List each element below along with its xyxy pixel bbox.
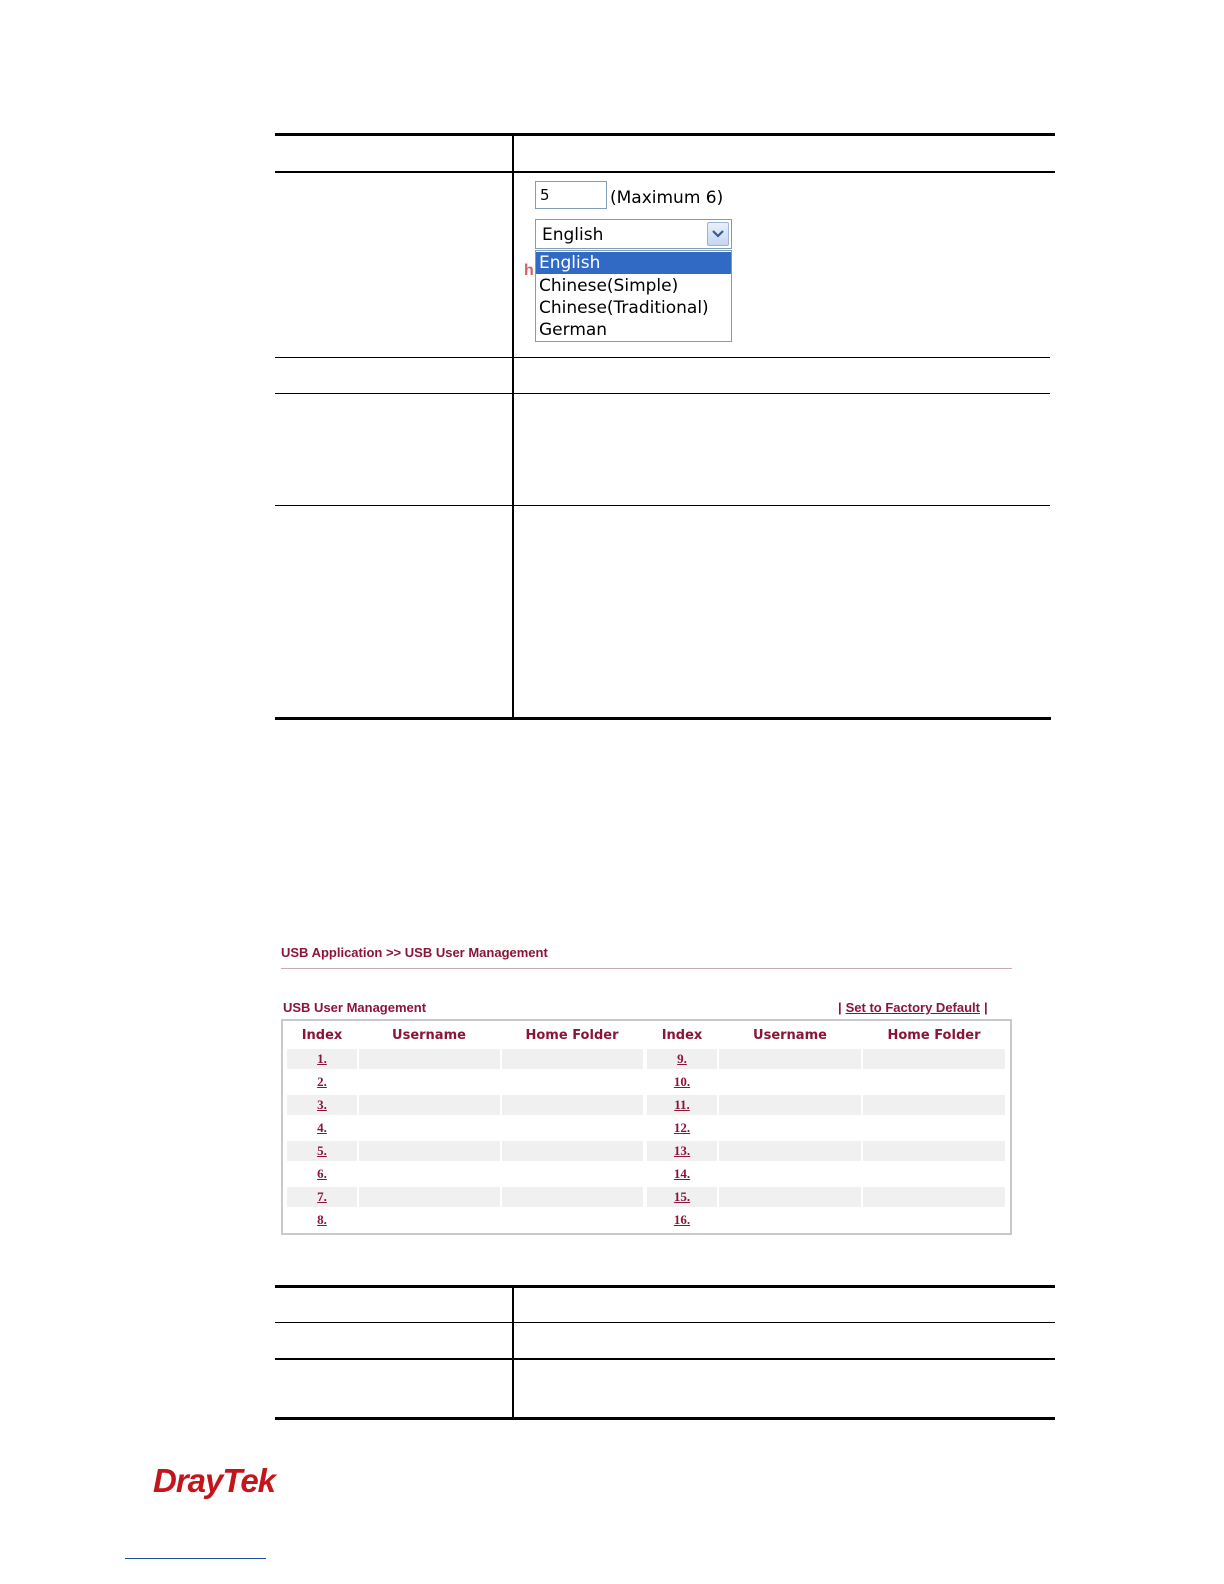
separator-left: | xyxy=(838,1000,842,1015)
breadcrumb: USB Application >> USB User Management xyxy=(281,945,548,960)
header-username: Username xyxy=(392,1028,466,1043)
separator-right: | xyxy=(984,1000,988,1015)
user-index-link-16[interactable]: 16. xyxy=(673,1212,691,1227)
user-index-link-6[interactable]: 6. xyxy=(317,1166,327,1181)
maximum-note: (Maximum 6) xyxy=(610,188,724,208)
language-option-english[interactable]: English xyxy=(536,252,731,274)
usb-user-table xyxy=(281,1019,1012,1235)
user-index-link-11[interactable]: 11. xyxy=(674,1097,690,1112)
table1-bottom-rule xyxy=(275,717,1051,720)
user-index-link-1[interactable]: 1. xyxy=(317,1051,327,1066)
max-count-input[interactable] xyxy=(535,181,607,209)
user-index-link-14[interactable]: 14. xyxy=(673,1166,691,1181)
user-index-link-5[interactable]: 5. xyxy=(317,1143,327,1158)
user-index-link-10[interactable]: 10. xyxy=(673,1074,691,1089)
header-home-folder: Home Folder xyxy=(887,1028,981,1043)
table1-row-rule xyxy=(275,357,1050,358)
draytek-logo: DrayTek xyxy=(153,1462,276,1499)
table1-row-rule xyxy=(275,393,1050,394)
language-dropdown-list xyxy=(535,250,732,342)
user-index-link-15[interactable]: 15. xyxy=(673,1189,691,1204)
user-index-link-13[interactable]: 13. xyxy=(673,1143,691,1158)
language-option-german[interactable]: German xyxy=(539,320,608,340)
language-option-chinese-traditional[interactable]: Chinese(Traditional) xyxy=(539,298,709,318)
table1-top-rule xyxy=(275,133,1055,136)
partially-hidden-text: h xyxy=(524,262,534,279)
header-username: Username xyxy=(753,1028,827,1043)
user-index-link-7[interactable]: 7. xyxy=(317,1189,327,1204)
table1-header-rule xyxy=(275,171,1055,173)
user-index-link-8[interactable]: 8. xyxy=(317,1212,327,1227)
table1-row-rule xyxy=(275,505,1050,506)
user-index-link-12[interactable]: 12. xyxy=(673,1120,691,1135)
user-index-link-2[interactable]: 2. xyxy=(317,1074,327,1089)
panel-title: USB User Management xyxy=(283,1000,427,1015)
user-index-link-4[interactable]: 4. xyxy=(317,1120,327,1135)
header-index: Index xyxy=(301,1028,343,1043)
footer-link-underline xyxy=(125,1558,266,1559)
set-factory-default-link[interactable]: Set to Factory Default xyxy=(845,1000,980,1015)
breadcrumb-divider xyxy=(281,968,1012,969)
header-home-folder: Home Folder xyxy=(525,1028,619,1043)
table2-bottom-rule xyxy=(275,1417,1055,1420)
table2-column-divider xyxy=(512,1285,514,1420)
table1-column-divider xyxy=(512,133,514,720)
header-index: Index xyxy=(661,1028,703,1043)
language-select-value: English xyxy=(542,225,604,245)
chevron-down-icon[interactable] xyxy=(707,222,729,246)
user-index-link-9[interactable]: 9. xyxy=(677,1051,687,1066)
user-index-link-3[interactable]: 3. xyxy=(317,1097,327,1112)
language-select[interactable] xyxy=(535,219,732,249)
table2-row-rule xyxy=(275,1358,1055,1360)
table2-top-rule xyxy=(275,1285,1055,1288)
factory-default-area xyxy=(838,1000,988,1015)
table2-row-rule xyxy=(275,1322,1055,1323)
language-option-chinese-simple[interactable]: Chinese(Simple) xyxy=(539,276,679,296)
